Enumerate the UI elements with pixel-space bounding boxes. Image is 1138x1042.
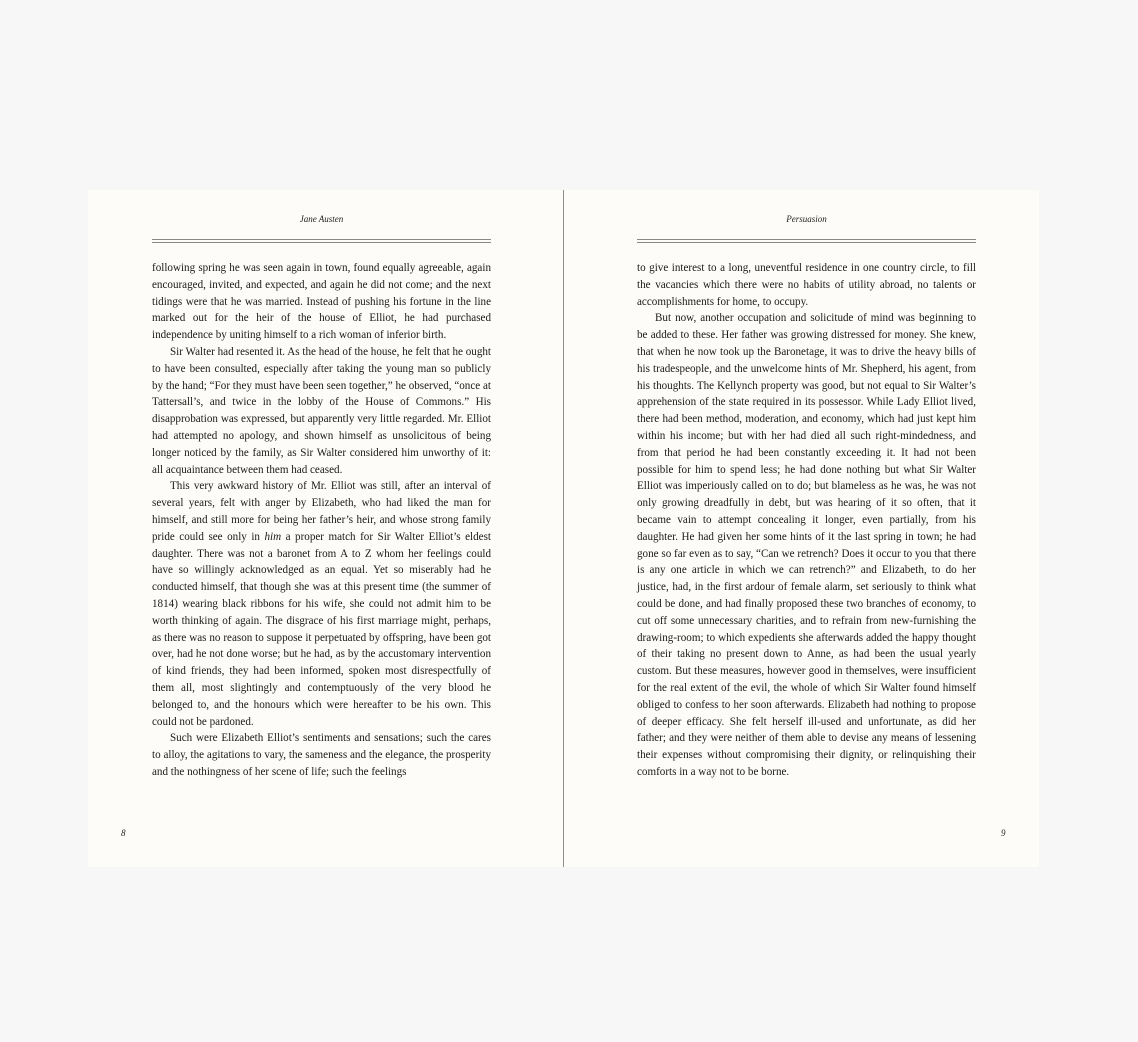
paragraph: following spring he was seen again in town, found equally agreeable, again encouraged, invited, and expected, and again he did not come; and the next tidings were that he was married. Instead of pushing his fortune in the line marked out for the heir of the house of Elliot, he had purchased independence by uniting himself to a rich woman of inferior birth. xyxy=(152,262,491,342)
right-page xyxy=(564,190,1039,867)
paragraph: Sir Walter had resented it. As the head of the house, he felt that he ought to have been consulted, especially after taking the young man so publicly by the hand; “For they must have been seen together,” he observed, “once at Tattersall’s, and twice in the lobby of the House of Commons.” His disapprobation was expressed, but apparently very little regarded. Mr. Elliot had attempted no apology, and shown himself as unsolicitous of being longer noticed by the family, as Sir Walter considered him unworthy of it: all acquaintance between them had ceased. xyxy=(152,345,491,476)
running-head-title: Persuasion xyxy=(786,214,827,224)
running-head-author: Jane Austen xyxy=(299,214,344,224)
page-number: 8 xyxy=(121,828,126,838)
body-text xyxy=(152,260,491,781)
paragraph: to give interest to a long, uneventful residence in one country circle, to fill the vacancies which there were no habits of utility abroad, no talents or accomplishments for home, to occupy. xyxy=(637,262,976,308)
paragraph: But now, another occupation and solicitude of mind was beginning to be added to these. Her father was growing distressed for money. She knew, that when he now took up the Baronetage, it was to drive the heavy bills of his tradespeople, and the unwelcome hints of Mr. Shepherd, his agent, from his thoughts. The Kellynch property was good, but not equal to Sir Walter’s apprehension of the state required in its possessor. While Lady Elliot lived, there had been method, moderation, and economy, which had just kept him within his income; but with her had died all such right-mindedness, and from that period he had been constantly exceeding it. It had not been possible for him to spend less; he had done nothing but what Sir Walter Elliot was imperiously called on to do; but blameless as he was, he was not only growing dreadfully in debt, but was hearing of it so often, that it became vain to attempt concealing it longer, even partially, from his daughter. He had given her some hints of it the last spring in town; he had gone so far even as to say, “Can we retrench? Does it occur to you that there is any one article in which we can retrench?” and Elizabeth, to do her justice, had, in the first ardour of female alarm, set seriously to think what could be done, and had finally proposed these two branches of economy, to cut off some unnecessary charities, and to refrain from new-furnishing the drawing-room; to which expedients she afterwards added the happy thought of their taking no present down to Anne, as had been the usual yearly custom. But these measures, however good in themselves, were insufficient for the real extent of the evil, the whole of which Sir Walter found himself obliged to confess to her soon afterwards. Elizabeth had nothing to propose of deeper efficacy. She felt herself ill-used and unfortunate, as did her father; and they were neither of them able to devise any means of lessening their expenses without compromising their dignity, or relinquishing their comforts in a way not to be borne. xyxy=(637,312,976,778)
emphasis-text: him xyxy=(264,530,282,543)
left-page xyxy=(88,190,563,867)
paragraph xyxy=(152,478,491,730)
paragraph: Such were Elizabeth Elliot’s sentiments and sensations; such the cares to alloy, the agitations to vary, the sameness and the elegance, the prosperity and the nothingness of her scene of life; such the feelings xyxy=(152,732,491,778)
header-double-rule xyxy=(152,239,491,243)
page-number: 9 xyxy=(1001,828,1006,838)
header-double-rule xyxy=(637,239,976,243)
paragraph-text: a proper match for Sir Walter Elliot’s eldest daughter. There was not a baronet from A to Z whom her feelings could have so willingly acknowledged as an equal. Yet so miserably had he conducted himself, that though she was at this present time (the summer of 1814) wearing black ribbons for his wife, she could not admit him to be worth thinking of again. The disgrace of his first marriage might, perhaps, as there was no reason to suppose it perpetuated by offspring, have been got over, had he not done worse; but he had, as by the accustomary intervention of kind friends, they had been informed, spoken most disrespectfully of them all, most slightingly and contemptuously of the very blood he belonged to, and the honours which were hereafter to be his own. This could not be pardoned. xyxy=(152,530,491,728)
body-text xyxy=(637,260,976,781)
paragraph-text: This very awkward history of Mr. Elliot was still, after an interval of several years, felt with anger by Elizabeth, who had liked the man for himself, and still more for being her father’s heir, and whose strong family pride could see only in xyxy=(152,480,491,543)
book-spread xyxy=(88,190,1039,867)
